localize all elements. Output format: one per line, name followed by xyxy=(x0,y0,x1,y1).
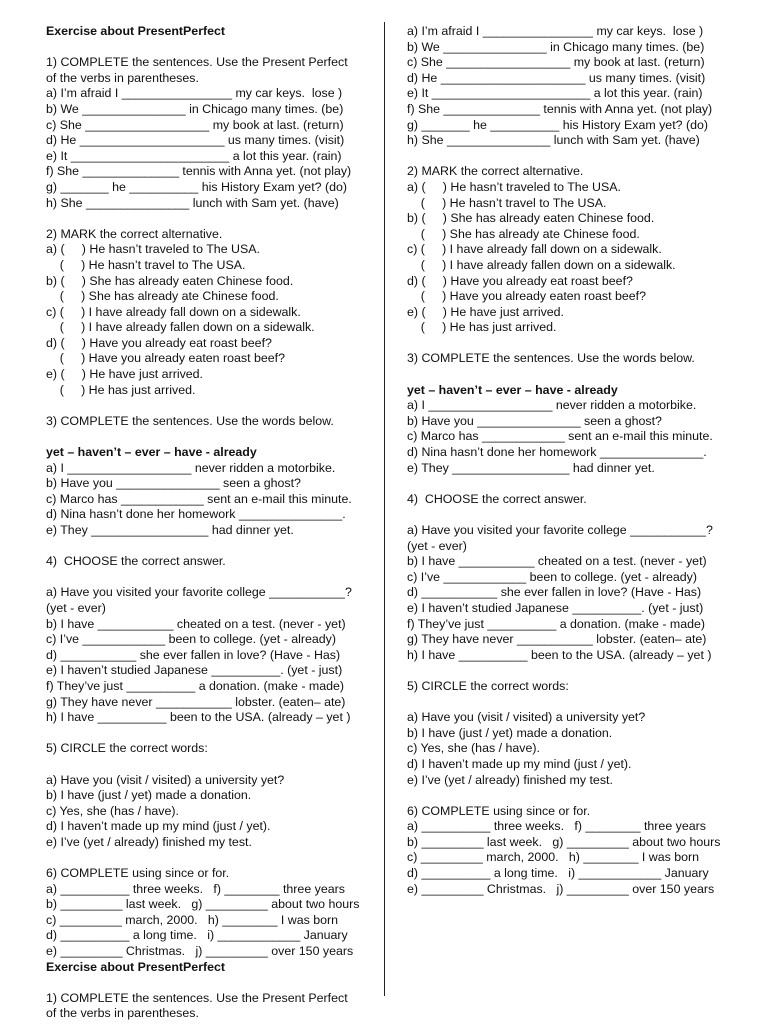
right-column-line: d) ___________ she ever fallen in love? (Have - Has) xyxy=(407,585,702,600)
right-column-line: a) Have you (visit / visited) a university yet? xyxy=(407,710,646,725)
right-column-line: a) I’m afraid I ________________ my car keys. lose ) xyxy=(407,24,704,38)
right-column-line: h) I have __________ been to the USA. (already – yet ) xyxy=(407,647,712,662)
right-column-line: c) I’ve ____________ been to college. (yet - already) xyxy=(407,569,697,584)
left-column-line: e) It _______________________ a lot this year. (rain) xyxy=(46,148,342,163)
right-column-line: g) _______ he __________ his History Exam yet? (do) xyxy=(407,117,709,132)
left-column-line: f) They’ve just __________ a donation. (make - made) xyxy=(46,678,345,693)
left-column-line: f) She ______________ tennis with Anna yet. (not play) xyxy=(46,164,352,179)
left-column-line: e) I haven’t studied Japanese __________. (yet - just) xyxy=(46,663,343,678)
left-column-spacer xyxy=(46,398,376,414)
left-column-line: d) I haven’t made up my mind (just / yet). xyxy=(46,819,271,834)
left-column-line: 4) CHOOSE the correct answer. xyxy=(46,554,226,569)
right-column-spacer xyxy=(407,149,742,165)
right-column xyxy=(407,24,742,897)
left-column-line: c) I’ve ____________ been to college. (yet - already) xyxy=(46,632,336,647)
right-column-line: d) ( ) Have you already eat roast beef? xyxy=(407,273,633,288)
left-column-line: Exercise about PresentPerfect xyxy=(46,959,226,974)
left-column-line: e) _________ Christmas. j) _________ over 150 years xyxy=(46,944,354,959)
right-column-spacer xyxy=(407,476,742,492)
right-column-line: ( ) He hasn’t travel to The USA. xyxy=(407,195,607,210)
right-column-line: d) __________ a long time. i) ____________ January xyxy=(407,866,709,881)
right-column-line: e) It _______________________ a lot this year. (rain) xyxy=(407,86,703,101)
left-column-line: h) I have __________ been to the USA. (already – yet ) xyxy=(46,710,351,725)
left-column-spacer xyxy=(46,975,376,991)
right-column-spacer xyxy=(407,663,742,679)
left-column-line: 5) CIRCLE the correct words: xyxy=(46,741,208,756)
right-column-line: a) I __________________ never ridden a motorbike. xyxy=(407,398,697,413)
left-column-line: g) _______ he __________ his History Exam yet? (do) xyxy=(46,179,348,194)
left-column-line: ( ) He hasn’t travel to The USA. xyxy=(46,257,246,272)
right-column-line: ( ) I have already fallen down on a sidewalk. xyxy=(407,257,676,272)
left-column-line: a) Have you (visit / visited) a university yet? xyxy=(46,772,285,787)
right-column-line: (yet - ever) xyxy=(407,538,467,553)
left-column-line: b) I have ___________ cheated on a test. (never - yet) xyxy=(46,616,346,631)
right-column-line: a) __________ three weeks. f) ________ three years xyxy=(407,819,706,834)
left-column-line: d) Nina hasn’t done her homework _______________. xyxy=(46,507,346,522)
left-column-line: 3) COMPLETE the sentences. Use the words below. xyxy=(46,413,334,428)
right-column-line: e) ( ) He have just arrived. xyxy=(407,304,565,319)
left-column-line: c) She __________________ my book at last. (return) xyxy=(46,117,344,132)
left-column-line: c) Marco has ____________ sent an e-mail this minute. xyxy=(46,491,352,506)
left-column-spacer xyxy=(46,726,376,742)
left-column-line: a) Have you visited your favorite college ___________? xyxy=(46,585,352,600)
left-column-line: b) I have (just / yet) made a donation. xyxy=(46,788,252,803)
right-column-line: e) They _________________ had dinner yet. xyxy=(407,460,655,475)
right-column-line: 3) COMPLETE the sentences. Use the words below. xyxy=(407,351,695,366)
right-column-spacer xyxy=(407,695,742,711)
left-column-line: ( ) Have you already eaten roast beef? xyxy=(46,351,285,366)
right-column-line: d) Nina hasn’t done her homework _______________. xyxy=(407,445,707,460)
left-column-line: ( ) He has just arrived. xyxy=(46,382,196,397)
left-column-line: 6) COMPLETE using since or for. xyxy=(46,866,230,881)
left-column-line: d) __________ a long time. i) ____________ January xyxy=(46,928,348,943)
right-column-line: b) I have (just / yet) made a donation. xyxy=(407,725,613,740)
left-column-line: 1) COMPLETE the sentences. Use the Present Perfect xyxy=(46,55,348,70)
left-column-line: a) ( ) He hasn’t traveled to The USA. xyxy=(46,242,260,257)
left-column-spacer xyxy=(46,429,376,445)
left-column-line: b) We _______________ in Chicago many times. (be) xyxy=(46,101,344,116)
right-column-line: ( ) He has just arrived. xyxy=(407,320,557,335)
right-column-line: c) ( ) I have already fall down on a sidewalk. xyxy=(407,242,662,257)
right-column-line: c) Yes, she (has / have). xyxy=(407,741,540,756)
right-column-line: e) I’ve (yet / already) finished my test. xyxy=(407,772,613,787)
left-column-line: Exercise about PresentPerfect xyxy=(46,24,226,38)
right-column-line: b) I have ___________ cheated on a test. (never - yet) xyxy=(407,554,707,569)
left-column xyxy=(46,24,376,1022)
left-column-line: of the verbs in parentheses. xyxy=(46,1006,199,1021)
right-column-line: a) ( ) He hasn’t traveled to The USA. xyxy=(407,179,621,194)
left-column-line: b) _________ last week. g) _________ about two hours xyxy=(46,897,360,912)
right-column-line: ( ) Have you already eaten roast beef? xyxy=(407,289,646,304)
left-column-line: a) I __________________ never ridden a motorbike. xyxy=(46,460,336,475)
right-column-spacer xyxy=(407,788,742,804)
right-column-spacer xyxy=(407,367,742,383)
right-column-line: b) _________ last week. g) _________ about two hours xyxy=(407,834,721,849)
left-column-spacer xyxy=(46,757,376,773)
left-column-line: e) They _________________ had dinner yet. xyxy=(46,523,294,537)
left-column-line: 2) MARK the correct alternative. xyxy=(46,226,223,241)
left-column-line: e) I’ve (yet / already) finished my test. xyxy=(46,834,252,849)
left-column-line: d) He _____________________ us many times. (visit) xyxy=(46,133,345,148)
right-column-line: e) I haven’t studied Japanese __________. (yet - just) xyxy=(407,600,704,615)
right-column-line: d) He _____________________ us many times. (visit) xyxy=(407,70,706,85)
right-column-spacer xyxy=(407,507,742,523)
right-column-line: b) Have you _______________ seen a ghost? xyxy=(407,413,662,428)
right-column-line: h) She _______________ lunch with Sam yet. (have) xyxy=(407,133,700,148)
right-column-line: b) We _______________ in Chicago many times. (be) xyxy=(407,39,705,54)
right-column-line: 2) MARK the correct alternative. xyxy=(407,164,584,179)
left-column-line: b) Have you _______________ seen a ghost? xyxy=(46,476,301,491)
right-column-line: e) _________ Christmas. j) _________ over 150 years xyxy=(407,881,715,896)
right-column-line: c) _________ march, 2000. h) ________ I was born xyxy=(407,850,700,865)
left-column-line: yet – haven’t – ever – have - already xyxy=(46,445,257,460)
left-column-spacer xyxy=(46,539,376,555)
left-column-spacer xyxy=(46,850,376,866)
left-column-line: 1) COMPLETE the sentences. Use the Present Perfect xyxy=(46,990,348,1005)
right-column-line: 6) COMPLETE using since or for. xyxy=(407,803,591,818)
right-column-line: ( ) She has already ate Chinese food. xyxy=(407,226,640,241)
right-column-line: f) They’ve just __________ a donation. (make - made) xyxy=(407,616,706,631)
right-column-line: g) They have never ___________ lobster. (eaten– ate) xyxy=(407,632,707,647)
left-column-line: d) ___________ she ever fallen in love? (Have - Has) xyxy=(46,647,341,662)
right-column-line: a) Have you visited your favorite college ___________? xyxy=(407,523,713,537)
right-column-line: d) I haven’t made up my mind (just / yet). xyxy=(407,756,632,771)
right-column-line: b) ( ) She has already eaten Chinese food. xyxy=(407,211,655,226)
left-column-line: ( ) I have already fallen down on a sidewalk. xyxy=(46,320,315,335)
right-column-line: 4) CHOOSE the correct answer. xyxy=(407,491,587,506)
left-column-line: (yet - ever) xyxy=(46,600,106,615)
left-column-line: ( ) She has already ate Chinese food. xyxy=(46,289,279,304)
left-column-line: g) They have never ___________ lobster. (eaten– ate) xyxy=(46,694,346,709)
column-divider xyxy=(384,22,385,996)
left-column-spacer xyxy=(46,40,376,56)
left-column-line: c) Yes, she (has / have). xyxy=(46,803,179,818)
left-column-line: h) She _______________ lunch with Sam yet. (have) xyxy=(46,195,339,210)
left-column-line: e) ( ) He have just arrived. xyxy=(46,367,204,382)
left-column-line: b) ( ) She has already eaten Chinese food. xyxy=(46,273,294,288)
right-column-line: f) She ______________ tennis with Anna yet. (not play) xyxy=(407,101,713,116)
left-column-line: c) ( ) I have already fall down on a sidewalk. xyxy=(46,304,301,319)
left-column-spacer xyxy=(46,570,376,586)
left-column-line: d) ( ) Have you already eat roast beef? xyxy=(46,335,272,350)
left-column-line: of the verbs in parentheses. xyxy=(46,70,199,85)
left-column-line: a) __________ three weeks. f) ________ three years xyxy=(46,881,345,896)
right-column-line: c) She __________________ my book at last. (return) xyxy=(407,55,705,70)
left-column-spacer xyxy=(46,211,376,227)
right-column-line: 5) CIRCLE the correct words: xyxy=(407,678,569,693)
right-column-line: yet – haven’t – ever – have - already xyxy=(407,382,618,397)
left-column-line: c) _________ march, 2000. h) ________ I was born xyxy=(46,912,339,927)
right-column-spacer xyxy=(407,336,742,352)
left-column-line: a) I’m afraid I ________________ my car keys. lose ) xyxy=(46,86,343,101)
right-column-line: c) Marco has ____________ sent an e-mail this minute. xyxy=(407,429,713,444)
